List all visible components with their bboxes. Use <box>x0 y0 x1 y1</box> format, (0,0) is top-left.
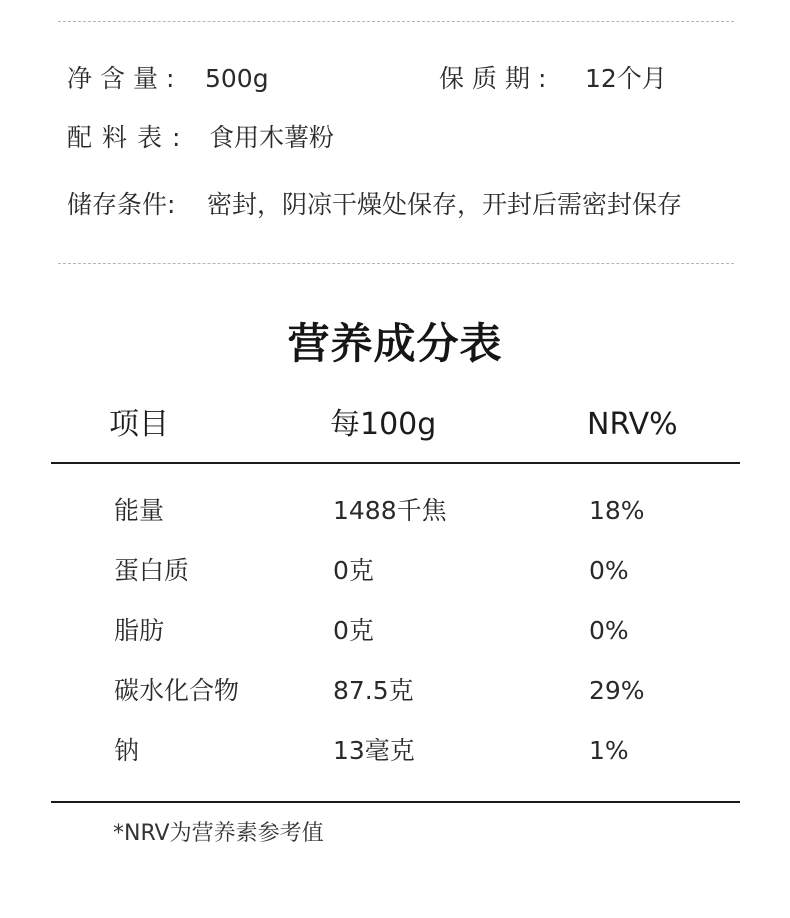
nutrition-table-title: 营养成分表 <box>287 319 503 368</box>
nutrition-table-body <box>0 491 790 791</box>
shelf-life-label: 保质期: <box>439 64 555 93</box>
storage-label: 储存条件: <box>67 190 176 219</box>
column-header-per-100g: 每100g <box>330 407 437 442</box>
ingredients-label: 配料表: <box>67 123 191 152</box>
column-header-item: 项目 <box>109 407 169 442</box>
nutrient-nrv: 0% <box>589 556 629 585</box>
nrv-footnote: *NRV为营养素参考值 <box>113 821 324 846</box>
table-row <box>0 491 790 551</box>
top-dashed-divider <box>58 21 734 22</box>
nutrient-name: 能量 <box>114 496 165 525</box>
nutrient-name: 碳水化合物 <box>114 676 240 705</box>
nutrient-amount: 13毫克 <box>333 736 415 765</box>
nutrient-nrv: 1% <box>589 736 629 765</box>
table-bottom-rule <box>51 801 740 803</box>
middle-dashed-divider <box>58 263 734 264</box>
table-row <box>0 611 790 671</box>
nutrient-nrv: 29% <box>589 676 645 705</box>
net-content-label: 净含量: <box>67 64 183 93</box>
nutrient-amount: 0克 <box>333 616 374 645</box>
nutrient-amount: 1488千焦 <box>333 496 447 525</box>
nutrient-nrv: 0% <box>589 616 629 645</box>
column-header-nrv: NRV% <box>587 407 678 442</box>
nutrient-name: 钠 <box>114 736 140 765</box>
ingredients-value: 食用木薯粉 <box>209 123 335 152</box>
nutrient-amount: 87.5克 <box>333 676 414 705</box>
nutrient-name: 蛋白质 <box>114 556 190 585</box>
storage-value: 密封，阴凉干燥处保存，开封后需密封保存 <box>207 190 683 219</box>
nutrient-amount: 0克 <box>333 556 374 585</box>
net-content-value: 500g <box>205 64 269 93</box>
table-row <box>0 671 790 731</box>
table-top-rule <box>51 462 740 464</box>
table-row <box>0 551 790 611</box>
table-row <box>0 731 790 791</box>
shelf-life-value: 12个月 <box>585 64 667 93</box>
nutrient-name: 脂肪 <box>114 616 165 645</box>
nutrient-nrv: 18% <box>589 496 645 525</box>
